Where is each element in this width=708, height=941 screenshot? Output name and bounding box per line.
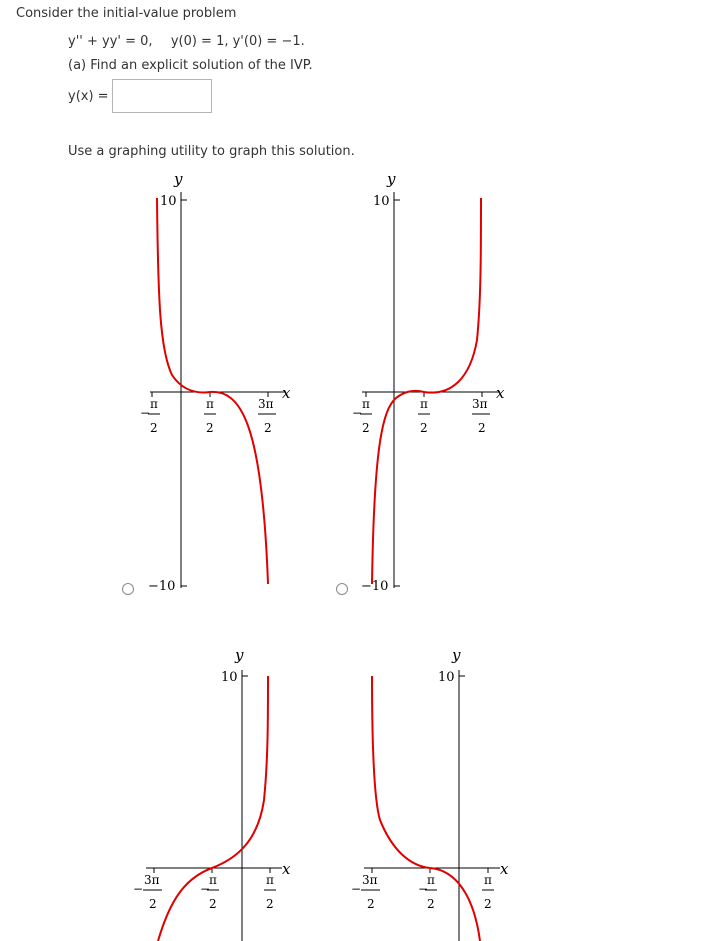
x-tick-label xyxy=(351,873,380,911)
x-axis-label: x xyxy=(282,860,291,878)
svg-text:−: − xyxy=(133,882,144,896)
svg-text:π: π xyxy=(150,397,158,411)
svg-text:π: π xyxy=(420,397,428,411)
y-tick-label-top: 10 xyxy=(438,670,455,685)
svg-text:−: − xyxy=(200,882,211,896)
svg-text:2: 2 xyxy=(427,897,435,911)
x-axis-label: x xyxy=(500,860,509,878)
svg-text:−: − xyxy=(418,882,429,896)
svg-text:2: 2 xyxy=(149,897,157,911)
svg-text:−: − xyxy=(140,406,151,420)
svg-text:3π: 3π xyxy=(144,873,160,887)
svg-text:−: − xyxy=(351,882,362,896)
problem-intro: Consider the initial-value problem xyxy=(16,6,237,21)
y-axis-label: y xyxy=(235,646,244,664)
svg-text:2: 2 xyxy=(209,897,217,911)
y-axis-label: y xyxy=(452,646,461,664)
svg-text:3π: 3π xyxy=(472,397,488,411)
graph-prompt: Use a graphing utility to graph this solution. xyxy=(68,144,355,159)
x-axis-label: x xyxy=(282,384,291,402)
answer-label: y(x) = xyxy=(68,89,109,104)
svg-text:2: 2 xyxy=(266,897,274,911)
svg-text:2: 2 xyxy=(484,897,492,911)
x-tick-label xyxy=(482,873,494,911)
initial-conditions: y(0) = 1, y'(0) = −1. xyxy=(170,34,305,49)
y-tick-label-top: 10 xyxy=(221,670,238,685)
svg-text:2: 2 xyxy=(362,421,370,435)
svg-text:3π: 3π xyxy=(362,873,378,887)
svg-text:2: 2 xyxy=(478,421,486,435)
svg-text:−: − xyxy=(352,406,363,420)
svg-text:2: 2 xyxy=(264,421,272,435)
svg-text:2: 2 xyxy=(206,421,214,435)
svg-text:π: π xyxy=(362,397,370,411)
differential-equation: y'' + yy' = 0, xyxy=(68,34,153,49)
svg-text:π: π xyxy=(209,873,217,887)
y-tick-label-bottom: −10 xyxy=(148,579,176,594)
x-tick-label xyxy=(418,873,437,911)
svg-text:π: π xyxy=(266,873,274,887)
y-tick-label-bottom: −10 xyxy=(361,579,389,594)
solution-curve xyxy=(372,676,480,941)
svg-text:2: 2 xyxy=(150,421,158,435)
svg-text:π: π xyxy=(427,873,435,887)
svg-text:2: 2 xyxy=(420,421,428,435)
svg-text:2: 2 xyxy=(367,897,375,911)
x-axis-label: x xyxy=(496,384,505,402)
y-axis-label: y xyxy=(387,170,396,188)
y-tick-label-top: 10 xyxy=(373,194,390,209)
svg-text:3π: 3π xyxy=(258,397,274,411)
part-a-prompt: (a) Find an explicit solution of the IVP. xyxy=(68,58,313,73)
svg-text:π: π xyxy=(484,873,492,887)
svg-text:π: π xyxy=(206,397,214,411)
y-axis-label: y xyxy=(174,170,183,188)
y-tick-label-top: 10 xyxy=(160,194,177,209)
